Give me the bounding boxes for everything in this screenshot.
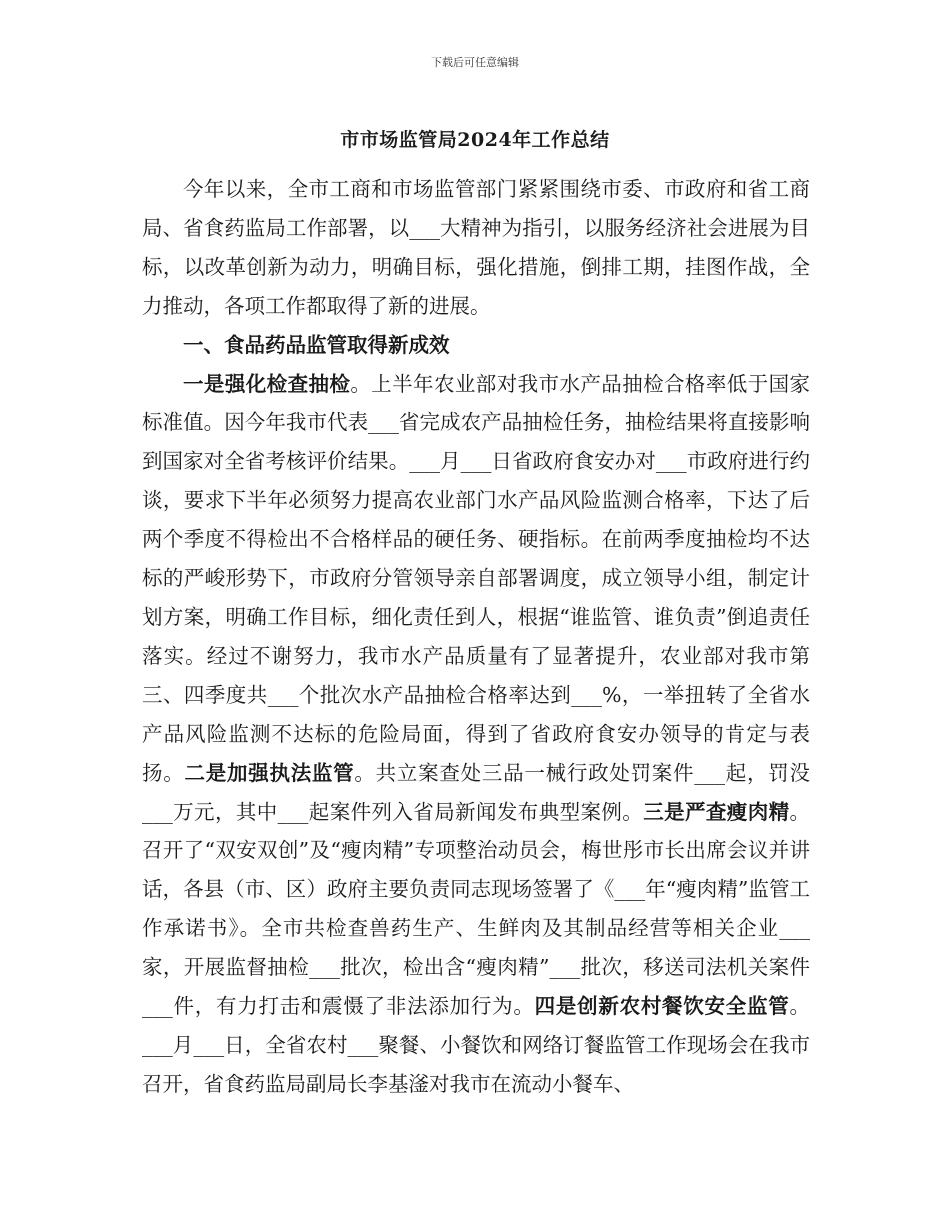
lead-phrase-4: 四是创新农村餐饮安全监管 (534, 994, 790, 1019)
lead-phrase-3: 三是严查瘦肉精 (643, 799, 790, 824)
paragraph-text-1: 。上半年农业部对我市水产品抽检合格率低于国家标准值。因今年我市代表___省完成农产品抽检任务，抽检结果将直接影响到国家对全省考核评价结果。___月___日省政府食安办对___市政府进行约谈，要求下半年必须努力提高农业部门水产品风险监测合格率，下达了后两个季度不得检出不合格样品的硬任务、硬指标。在前两季度抽检均不达标的严峻形势下，市政府分管领导亲自部署调度，成立领导小组，制定计划方案，明确工作目标，细化责任到人，根据“谁监管、谁负责”倒追责任落实。经过不谢努力，我市水产品质量有了显著提升，农业部对我市第三、四季度共___个批次水产品抽检合格率达到___%，一举扭转了全省水产品风险监测不达标的危险局面，得到了省政府食安办领导的肯定与表扬。 (142, 371, 811, 785)
document-title: 市市场监管局2024年工作总结 (340, 129, 610, 151)
lead-phrase-2: 二是加强执法监管 (184, 760, 355, 785)
paragraph-text-3: 。召开了“双安双创”及“瘦肉精”专项整治动员会，梅世彤市长出席会议并讲话，各县（市、区）政府主要负责同志现场签署了《___年“瘦肉精”监管工作承诺书》。全市共检查兽药生产、生鲜肉及其制品经营等相关企业___家，开展监督抽检___批次，检出含“瘦肉精”___批次，移送司法机关案件___件，有力打击和震慑了非法添加行为。 (142, 799, 811, 1019)
intro-paragraph: 今年以来，全市工商和市场监管部门紧紧围绕市委、市政府和省工商局、省食药监局工作部署，以___大精神为指引，以服务经济社会进展为目标，以改革创新为动力，明确目标，强化措施，倒排工期，挂图作战，全力推动，各项工作都取得了新的进展。 (142, 177, 810, 318)
header-note: 下载后可任意编辑 (431, 56, 519, 69)
lead-phrase-1: 一是强化检查抽检 (183, 371, 351, 396)
paragraph-text-4: 。___月___日，全省农村___聚餐、小餐饮和网络订餐监管工作现场会在我市召开，省食药监局副局长李基滏对我市在流动小餐车、 (142, 994, 811, 1096)
section-1-paragraph (142, 365, 810, 1104)
paragraph-text-2: 。共立案查处三品一械行政处罚案件___起，罚没___万元，其中___起案件列入省局新闻发布典型案例。 (142, 760, 811, 824)
document-body (142, 170, 810, 1104)
section-heading-1: 一、食品药品监管取得新成效 (183, 332, 450, 357)
